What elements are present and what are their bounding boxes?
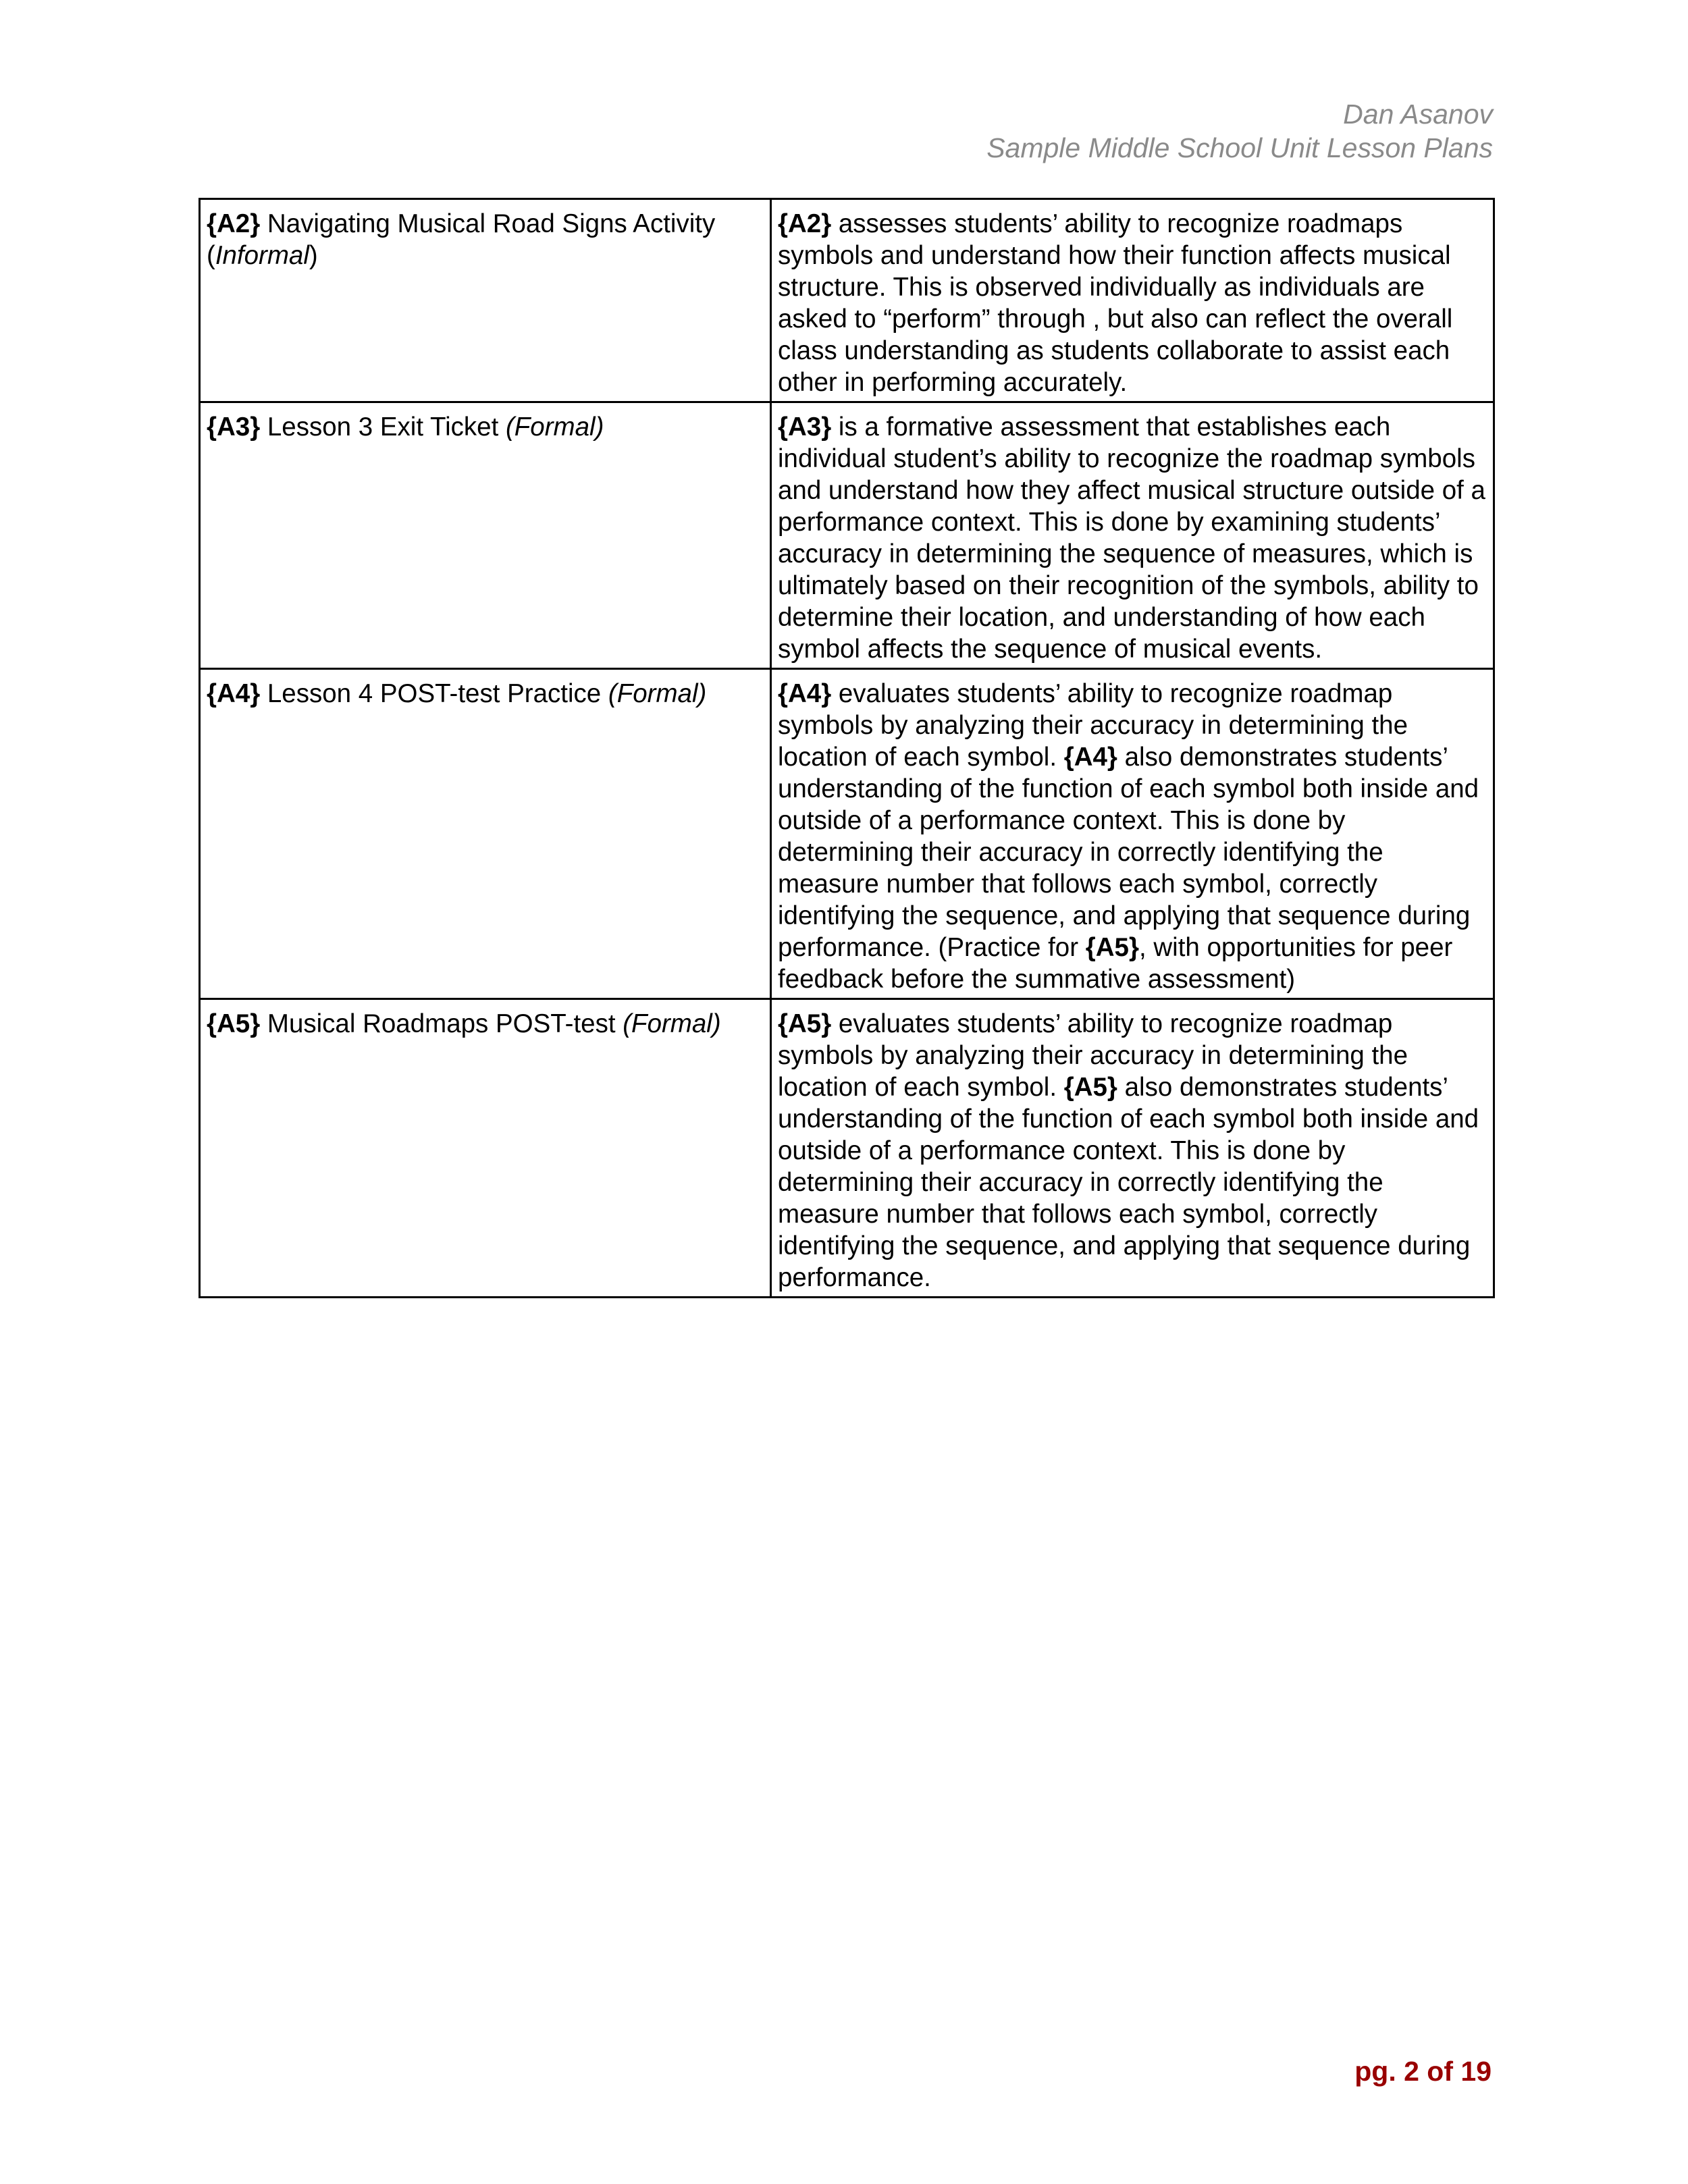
assessment-description-cell xyxy=(771,199,1494,402)
description-text: evaluates students’ ability to recognize roadmap symbols by analyzing their accuracy in determining the location of each symbol. xyxy=(778,679,1408,772)
table-row xyxy=(200,402,1494,669)
assessment-code: {A3} xyxy=(207,412,261,442)
assessment-type: (Formal) xyxy=(505,412,604,442)
assessment-name: Navigating Musical Road Signs Activity ( xyxy=(207,209,716,270)
assessment-name-cell xyxy=(200,199,771,402)
assessment-type: Informal xyxy=(215,241,309,270)
description-code: {A5} xyxy=(778,1009,832,1038)
assessment-name-cell xyxy=(200,669,771,999)
description-text: evaluates students’ ability to recognize roadmap symbols by analyzing their accuracy in determining the location of each symbol. xyxy=(778,1009,1408,1102)
assessment-type: (Formal) xyxy=(623,1009,721,1038)
assessment-description-cell xyxy=(771,999,1494,1298)
assessment-name-cell xyxy=(200,402,771,669)
table-row xyxy=(200,669,1494,999)
description-text: , with opportunities for peer feedback before the summative assessment) xyxy=(778,933,1453,994)
description-code: {A2} xyxy=(778,209,832,238)
description-code: {A3} xyxy=(778,412,832,442)
assessment-table xyxy=(199,198,1495,1298)
description-code: {A5} xyxy=(1085,933,1139,962)
assessment-type: (Formal) xyxy=(608,679,707,708)
description-text: is a formative assessment that establishes each individual student’s ability to recognize the roadmap symbols and understand how they affect musical structure outside of a performance context. This is done by examining students’ accuracy in determining the sequence of measures, which is ultimately based on their recognition of the symbols, ability to determine their location, and understanding of how each symbol affects the sequence of musical events. xyxy=(778,412,1485,664)
assessment-name: Lesson 4 POST-test Practice xyxy=(260,679,608,708)
assessment-name-cell xyxy=(200,999,771,1298)
description-code: {A4} xyxy=(778,679,832,708)
description-text: also demonstrates students’ understanding of the function of each symbol both inside and outside of a performance context. This is done by determining their accuracy in correctly identifying the measure number that follows each symbol, correctly identifying the sequence, and applying that sequence during performance. (Practice for xyxy=(778,743,1479,962)
description-code: {A5} xyxy=(1063,1073,1117,1102)
assessment-name: Lesson 3 Exit Ticket xyxy=(260,412,506,442)
page-number: pg. 2 of 19 xyxy=(1354,2056,1492,2087)
assessment-code: {A5} xyxy=(207,1009,261,1038)
header-author: Dan Asanov xyxy=(1343,99,1493,130)
assessment-description-cell xyxy=(771,669,1494,999)
description-text: assesses students’ ability to recognize roadmaps symbols and understand how their function affects musical structure. This is observed individually as individuals are asked to “perform” through , but also can reflect the overall class understanding as students collaborate to assist each other in performing accurately. xyxy=(778,209,1453,397)
assessment-name: Musical Roadmaps POST-test xyxy=(260,1009,623,1038)
page-header xyxy=(986,97,1493,165)
assessment-table-body xyxy=(200,199,1494,1298)
assessment-code: {A4} xyxy=(207,679,261,708)
description-code: {A4} xyxy=(1063,743,1117,772)
table-row xyxy=(200,199,1494,402)
table-row xyxy=(200,999,1494,1298)
assessment-code: {A2} xyxy=(207,209,261,238)
assessment-type-suffix: ) xyxy=(309,241,318,270)
description-text: also demonstrates students’ understanding of the function of each symbol both inside and outside of a performance context. This is done by determining their accuracy in correctly identifying the measure number that follows each symbol, correctly identifying the sequence, and applying that sequence during performance. xyxy=(778,1073,1479,1292)
header-document-title: Sample Middle School Unit Lesson Plans xyxy=(986,132,1493,163)
assessment-description-cell xyxy=(771,402,1494,669)
